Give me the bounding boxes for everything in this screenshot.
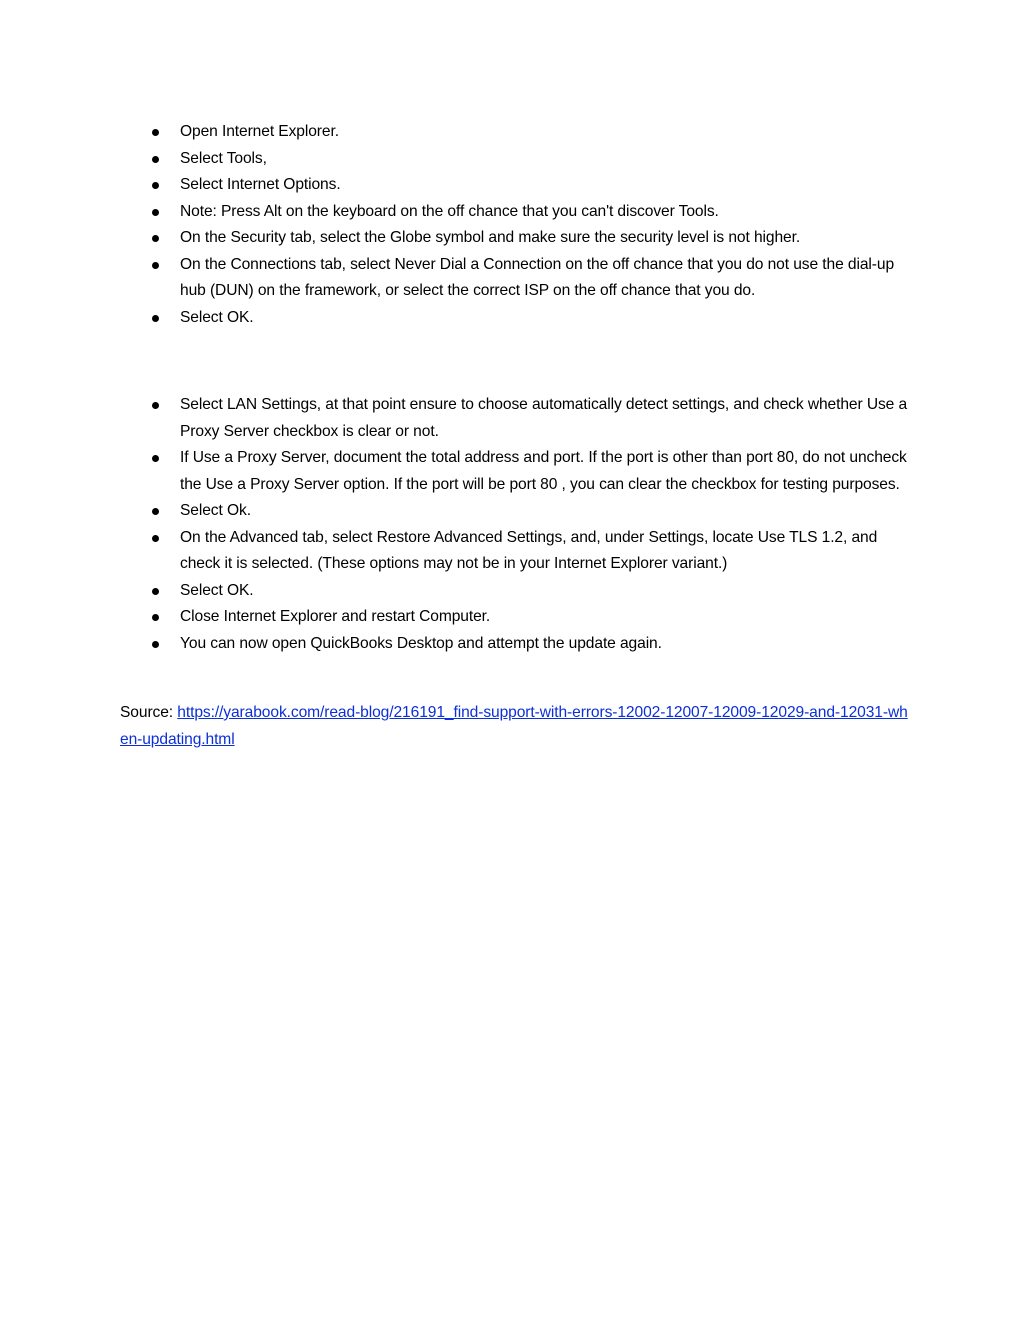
list-item-text: Close Internet Explorer and restart Computer. <box>180 608 491 625</box>
list-item-text: Select LAN Settings, at that point ensure to choose automatically detect settings, and check whether Use a Proxy Server checkbox is clear or not. <box>180 396 908 440</box>
list-item <box>150 225 910 252</box>
list-item-text: Select Internet Options. <box>180 176 341 193</box>
list-item-text: On the Security tab, select the Globe symbol and make sure the security level is not higher. <box>180 229 801 246</box>
list-item-text: On the Connections tab, select Never Dial a Connection on the off chance that you do not use the dial-up hub (DUN) on the framework, or select the correct ISP on the off chance that you do. <box>180 255 895 299</box>
list-item <box>150 578 910 605</box>
list-item-text: Select OK. <box>180 308 254 326</box>
list-item <box>150 392 910 445</box>
list-item-text: Select Tools, <box>180 149 267 167</box>
list-item <box>150 631 910 658</box>
bullet-icon <box>152 641 159 648</box>
list-item-text: If Use a Proxy Server, document the total address and port. If the port is other than port 80, do not uncheck the Use a Proxy Server option. If the port will be port 80 , you can clear the checkbox for testing purposes. <box>180 449 907 493</box>
list-item <box>150 305 910 332</box>
bullet-icon <box>152 262 159 269</box>
bullet-icon <box>152 402 159 409</box>
bullet-icon <box>152 535 159 542</box>
bullet-icon <box>152 182 159 189</box>
bullet-icon <box>152 235 159 242</box>
source-link[interactable]: https://yarabook.com/read-blog/216191_find-support-with-errors-12002-12007-12009-12029-and-12031-when-updating.html <box>120 704 908 748</box>
list-item-text: Note: Press Alt on the keyboard on the off chance that you can't discover Tools. <box>180 202 719 220</box>
list-item-text: Select OK. <box>180 581 254 599</box>
bullet-icon <box>152 455 159 462</box>
list-item-text: You can now open QuickBooks Desktop and attempt the update again. <box>180 634 662 652</box>
list-item <box>150 119 910 146</box>
list-item <box>150 604 910 631</box>
bullet-list-lan-settings <box>150 392 910 657</box>
list-item-text: Select Ok. <box>180 502 251 519</box>
list-item-text: Open Internet Explorer. <box>180 123 339 140</box>
list-item <box>150 172 910 199</box>
bullet-icon <box>152 209 159 216</box>
bullet-icon <box>152 588 159 595</box>
source-label: Source: <box>120 704 178 721</box>
list-item <box>150 445 910 498</box>
bullet-icon <box>152 508 159 515</box>
list-item-text: On the Advanced tab, select Restore Advanced Settings, and, under Settings, locate Use TLS 1.2, and check it is selected. (These options may not be in your Internet Explorer variant.) <box>180 528 878 572</box>
source-citation <box>120 700 910 753</box>
list-item <box>150 252 910 305</box>
bullet-icon <box>152 156 159 163</box>
list-item <box>150 525 910 578</box>
bullet-icon <box>152 315 159 322</box>
bullet-icon <box>152 129 159 136</box>
list-item <box>150 146 910 173</box>
list-item <box>150 199 910 226</box>
bullet-list-browser-settings <box>150 119 910 331</box>
bullet-icon <box>152 614 159 621</box>
list-item <box>150 498 910 525</box>
